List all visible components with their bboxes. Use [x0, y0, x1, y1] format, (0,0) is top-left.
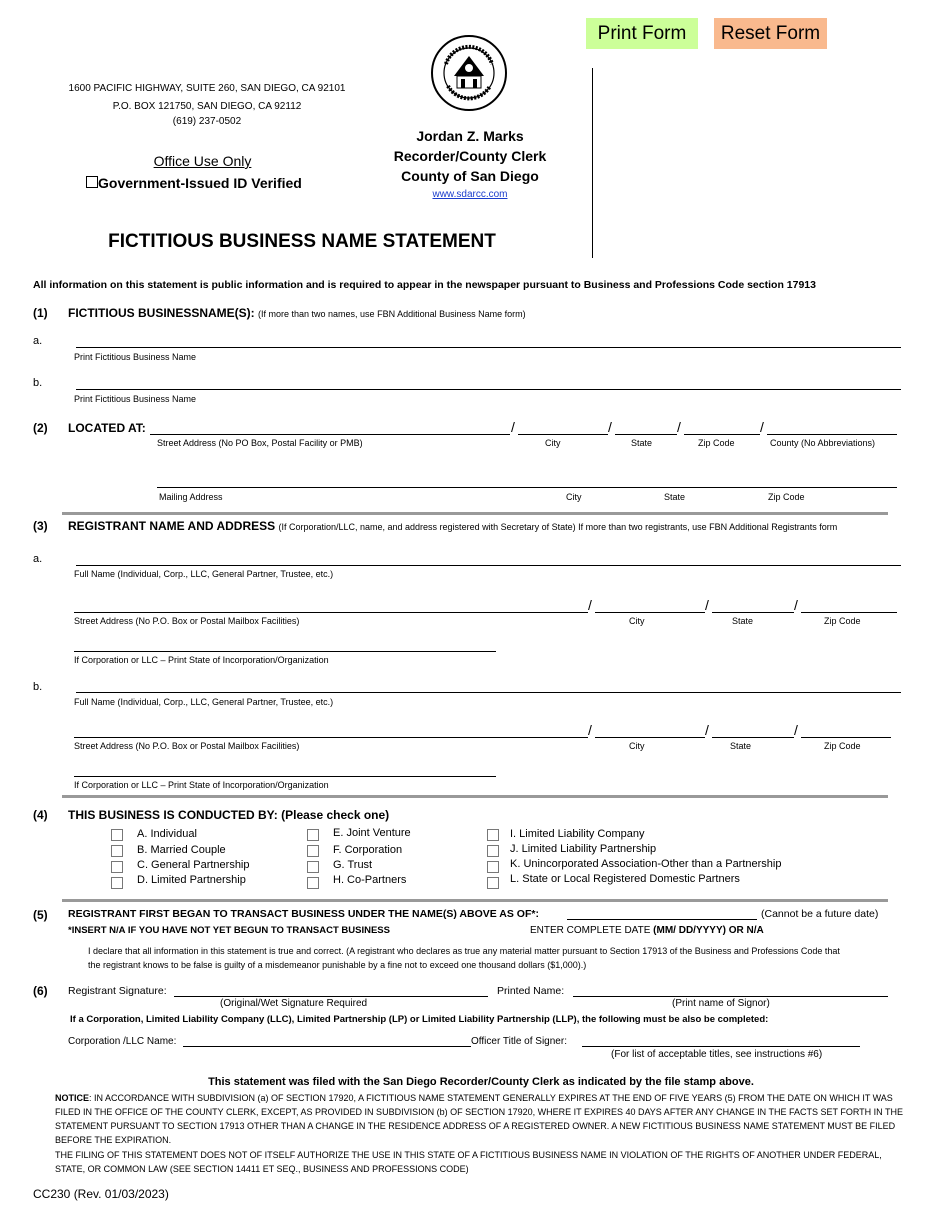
checkbox-co-partners[interactable]	[307, 877, 319, 889]
section-2-number: (2)	[33, 421, 48, 435]
checkbox-domestic-partners[interactable]	[487, 877, 499, 889]
filing-notice: THE FILING OF THIS STATEMENT DOES NOT OF ITSELF AUTHORIZE THE USE IN THIS STATE OF A FICTITIOUS BUSINESS NAME IN VIOLATION OF THE RIGHTS OF ANOTHER UNDER FEDERAL, STATE, OR COMMON LAW (SEE SECTION 14411 ET SEQ., BUSINESS AND PROFESSIONS CODE)	[55, 1150, 882, 1174]
street-label: Street Address (No PO Box, Postal Facility or PMB)	[157, 438, 363, 448]
registrant-a-state-label: State	[732, 616, 754, 626]
date-format-text: (MM/ DD/YYYY) OR N/A	[653, 925, 764, 936]
option-trust: G. Trust	[333, 859, 373, 871]
zip-label: Zip Code	[698, 438, 735, 448]
option-joint-venture: E. Joint Venture	[333, 827, 411, 839]
header-divider	[592, 68, 593, 258]
section-3-a-marker: a.	[33, 553, 43, 565]
option-general-partnership: C. General Partnership	[137, 859, 250, 871]
registrant-b-city-input[interactable]	[595, 737, 705, 738]
checkbox-joint-venture[interactable]	[307, 829, 319, 841]
registrant-signature-label: Registrant Signature:	[68, 985, 167, 997]
registrant-a-zip-label: Zip Code	[824, 616, 861, 626]
section-1-note: (If more than two names, use FBN Additional Business Name form)	[258, 309, 526, 319]
section-3-b-marker: b.	[33, 681, 43, 693]
section-1-a-marker: a.	[33, 335, 43, 347]
printed-name-label: Printed Name:	[497, 985, 565, 997]
section-4-title: THIS BUSINESS IS CONDUCTED BY: (Please check one)	[68, 808, 390, 822]
corporation-notice: If a Corporation, Limited Liability Company (LLC), Limited Partnership (LP) or Limited Liability Partnership (LLP), the following must be also be completed:	[70, 1014, 769, 1025]
enter-date-text: ENTER COMPLETE DATE	[530, 925, 654, 936]
registrant-b-name-input[interactable]	[76, 692, 901, 693]
option-married-couple: B. Married Couple	[137, 844, 226, 856]
expiration-notice	[55, 1091, 905, 1147]
located-county-input[interactable]	[767, 434, 897, 435]
registrant-a-name-input[interactable]	[76, 565, 901, 566]
notice-text: : IN ACCORDANCE WITH SUBDIVISION (a) OF SECTION 17920, A FICTITIOUS NAME STATEMENT GENERALLY EXPIRES AT THE END OF FIVE YEARS (5) FROM THE DATE ON WHICH IT WAS FILED IN THE OFFICE OF THE COUNTY CLERK, EXCEPT, AS PROVIDED IN SUBDIVISION (b) OF SECTION 17920, WHERE IT EXPIRES 40 DAYS AFTER ANY CHANGE IN THE FACTS SET FORTH IN THE STATEMENT PURSUANT TO SECTION 17913 OTHER THAN A CHANGE IN THE RESIDENCE ADDRESS OF A REGISTERED OWNER. A NEW FICTITIOUS BUSINESS NAME STATEMENT MUST BE FILED BEFORE THE EXPIRATION.	[55, 1093, 904, 1145]
registrant-a-state-input[interactable]	[712, 612, 794, 613]
officer-title-label: Officer Title of Signer:	[471, 1036, 567, 1047]
section-1-heading	[68, 306, 526, 320]
form-number: CC230 (Rev. 01/03/2023)	[33, 1187, 169, 1201]
slash-1: /	[511, 419, 515, 435]
option-co-partners: H. Co-Partners	[333, 874, 407, 886]
section-1-title: FICTITIOUS BUSINESSNAME(S):	[68, 306, 255, 320]
corp-llc-name-label: Corporation /LLC Name:	[68, 1036, 177, 1047]
officer-title-input[interactable]	[582, 1046, 860, 1047]
option-corporation: F. Corporation	[333, 844, 403, 856]
section-1-number: (1)	[33, 306, 48, 320]
id-verified-row	[86, 175, 302, 191]
business-name-a-input[interactable]	[76, 347, 901, 348]
id-verified-checkbox[interactable]	[86, 176, 98, 188]
checkbox-general-partnership[interactable]	[111, 861, 123, 873]
id-verified-label: Government-Issued ID Verified	[98, 175, 302, 191]
section-4-number: (4)	[33, 808, 48, 822]
registrant-a-city-label: City	[629, 616, 645, 626]
section-3-note: (If Corporation/LLC, name, and address registered with Secretary of State) If more than two registrants, use FBN Additional Registrants form	[278, 522, 838, 532]
slash-a2: /	[705, 597, 709, 613]
option-domestic-partners: L. State or Local Registered Domestic Partners	[510, 873, 740, 885]
start-date-input[interactable]	[567, 919, 757, 920]
option-unincorporated-association: K. Unincorporated Association-Other than a Partnership	[510, 858, 782, 870]
section-5-title: REGISTRANT FIRST BEGAN TO TRANSACT BUSINESS UNDER THE NAME(S) ABOVE AS OF*:	[68, 908, 539, 920]
form-title: FICTITIOUS BUSINESS NAME STATEMENT	[108, 231, 496, 252]
signature-input[interactable]	[174, 996, 488, 997]
registrant-a-zip-input[interactable]	[801, 612, 897, 613]
printed-name-input[interactable]	[573, 996, 888, 997]
official-name: Jordan Z. Marks	[416, 128, 524, 144]
signature-note: (Original/Wet Signature Required	[220, 998, 368, 1009]
registrant-b-incorp-label: If Corporation or LLC – Print State of Incorporation/Organization	[74, 780, 329, 790]
mailing-address-label: Mailing Address	[159, 492, 223, 502]
checkbox-trust[interactable]	[307, 861, 319, 873]
registrant-b-name-label: Full Name (Individual, Corp., LLC, General Partner, Trustee, etc.)	[74, 697, 334, 707]
option-llc: I. Limited Liability Company	[510, 828, 645, 840]
registrant-a-city-input[interactable]	[595, 612, 705, 613]
mailing-state-label: State	[664, 492, 686, 502]
section-5-number: (5)	[33, 908, 48, 922]
insert-na-note: *INSERT N/A IF YOU HAVE NOT YET BEGUN TO TRANSACT BUSINESS	[68, 925, 390, 936]
section-3-number: (3)	[33, 519, 48, 533]
business-name-a-label: Print Fictitious Business Name	[74, 352, 197, 362]
checkbox-corporation[interactable]	[307, 845, 319, 857]
address-line-1: 1600 PACIFIC HIGHWAY, SUITE 260, SAN DIEGO, CA 92101	[68, 83, 346, 94]
registrant-b-state-input[interactable]	[712, 737, 794, 738]
registrant-b-state-label: State	[730, 741, 752, 751]
website-link[interactable]: www.sdarcc.com	[432, 189, 508, 200]
registrant-b-street-input[interactable]	[74, 737, 588, 738]
checkbox-unincorporated-association[interactable]	[487, 861, 499, 873]
slash-3: /	[677, 419, 681, 435]
registrant-a-incorp-label: If Corporation or LLC – Print State of Incorporation/Organization	[74, 655, 329, 665]
option-limited-partnership: D. Limited Partnership	[137, 874, 246, 886]
section-6-number: (6)	[33, 984, 48, 998]
state-label: State	[631, 438, 653, 448]
section-divider-2	[62, 512, 888, 515]
registrant-b-zip-label: Zip Code	[824, 741, 861, 751]
county-seal	[430, 34, 508, 112]
printed-name-note: (Print name of Signor)	[672, 998, 770, 1009]
section-3-title: REGISTRANT NAME AND ADDRESS	[68, 519, 276, 533]
checkbox-llc[interactable]	[487, 829, 499, 841]
checkbox-llp[interactable]	[487, 845, 499, 857]
section-divider-3	[62, 795, 888, 798]
slash-b1: /	[588, 722, 592, 738]
located-state-input[interactable]	[615, 434, 677, 435]
registrant-a-incorp-input[interactable]	[74, 651, 496, 652]
option-individual: A. Individual	[137, 828, 197, 840]
titles-note: (For list of acceptable titles, see instructions #6)	[611, 1049, 823, 1060]
slash-a1: /	[588, 597, 592, 613]
located-street-input[interactable]	[150, 434, 510, 435]
official-title: Recorder/County Clerk	[393, 148, 547, 164]
registrant-a-name-label: Full Name (Individual, Corp., LLC, General Partner, Trustee, etc.)	[74, 569, 334, 579]
registrant-a-street-label: Street Address (No P.O. Box or Postal Mailbox Facilities)	[74, 616, 300, 626]
notice-label: NOTICE	[55, 1093, 90, 1103]
registrant-b-incorp-input[interactable]	[74, 776, 496, 777]
checkbox-individual[interactable]	[111, 829, 123, 841]
slash-2: /	[608, 419, 612, 435]
address-line-2: P.O. BOX 121750, SAN DIEGO, CA 92112	[112, 101, 302, 112]
registrant-a-street-input[interactable]	[74, 612, 588, 613]
section-2-title: LOCATED AT:	[68, 421, 146, 435]
business-name-b-label: Print Fictitious Business Name	[74, 394, 197, 404]
registrant-b-city-label: City	[629, 741, 645, 751]
print-form-button[interactable]: Print Form	[586, 18, 698, 49]
phone-number: (619) 237-0502	[172, 116, 242, 127]
intro-statement: All information on this statement is public information and is required to appear in the newspaper pursuant to Business and Professions Code section 17913	[33, 279, 816, 291]
filed-statement: This statement was filed with the San Diego Recorder/County Clerk as indicated by the file stamp above.	[208, 1076, 754, 1088]
checkbox-married-couple[interactable]	[111, 845, 123, 857]
slash-b3: /	[794, 722, 798, 738]
business-name-b-input[interactable]	[76, 389, 901, 390]
section-1-b-marker: b.	[33, 377, 43, 389]
registrant-b-zip-input[interactable]	[801, 737, 891, 738]
section-3-heading	[68, 519, 837, 533]
future-date-note: (Cannot be a future date)	[761, 908, 879, 920]
county-label: County (No Abbreviations)	[770, 438, 876, 448]
located-city-input[interactable]	[518, 434, 608, 435]
reset-form-button[interactable]: Reset Form	[714, 18, 827, 49]
slash-b2: /	[705, 722, 709, 738]
option-llp: J. Limited Liability Partnership	[510, 843, 657, 855]
date-format-instruction	[530, 925, 764, 936]
located-zip-input[interactable]	[684, 434, 760, 435]
registrant-b-street-label: Street Address (No P.O. Box or Postal Mailbox Facilities)	[74, 741, 300, 751]
mailing-city-label: City	[566, 492, 582, 502]
checkbox-limited-partnership[interactable]	[111, 877, 123, 889]
mailing-address-input[interactable]	[157, 487, 897, 488]
slash-a3: /	[794, 597, 798, 613]
county-name: County of San Diego	[401, 168, 539, 184]
declaration-text: I declare that all information in this statement is true and correct. (A registrant who declares as true any material matter pursuant to Section 17913 of the Business and Professions Code that the registrant knows to be false is guilty of a misdemeanor punishable by a fine not to exceed one thousand dollars ($1,000).)	[88, 946, 840, 970]
mailing-zip-label: Zip Code	[768, 492, 805, 502]
city-label: City	[545, 438, 561, 448]
office-use-only: Office Use Only	[153, 153, 252, 169]
section-divider-4	[62, 899, 888, 902]
corp-llc-name-input[interactable]	[183, 1046, 471, 1047]
slash-4: /	[760, 419, 764, 435]
